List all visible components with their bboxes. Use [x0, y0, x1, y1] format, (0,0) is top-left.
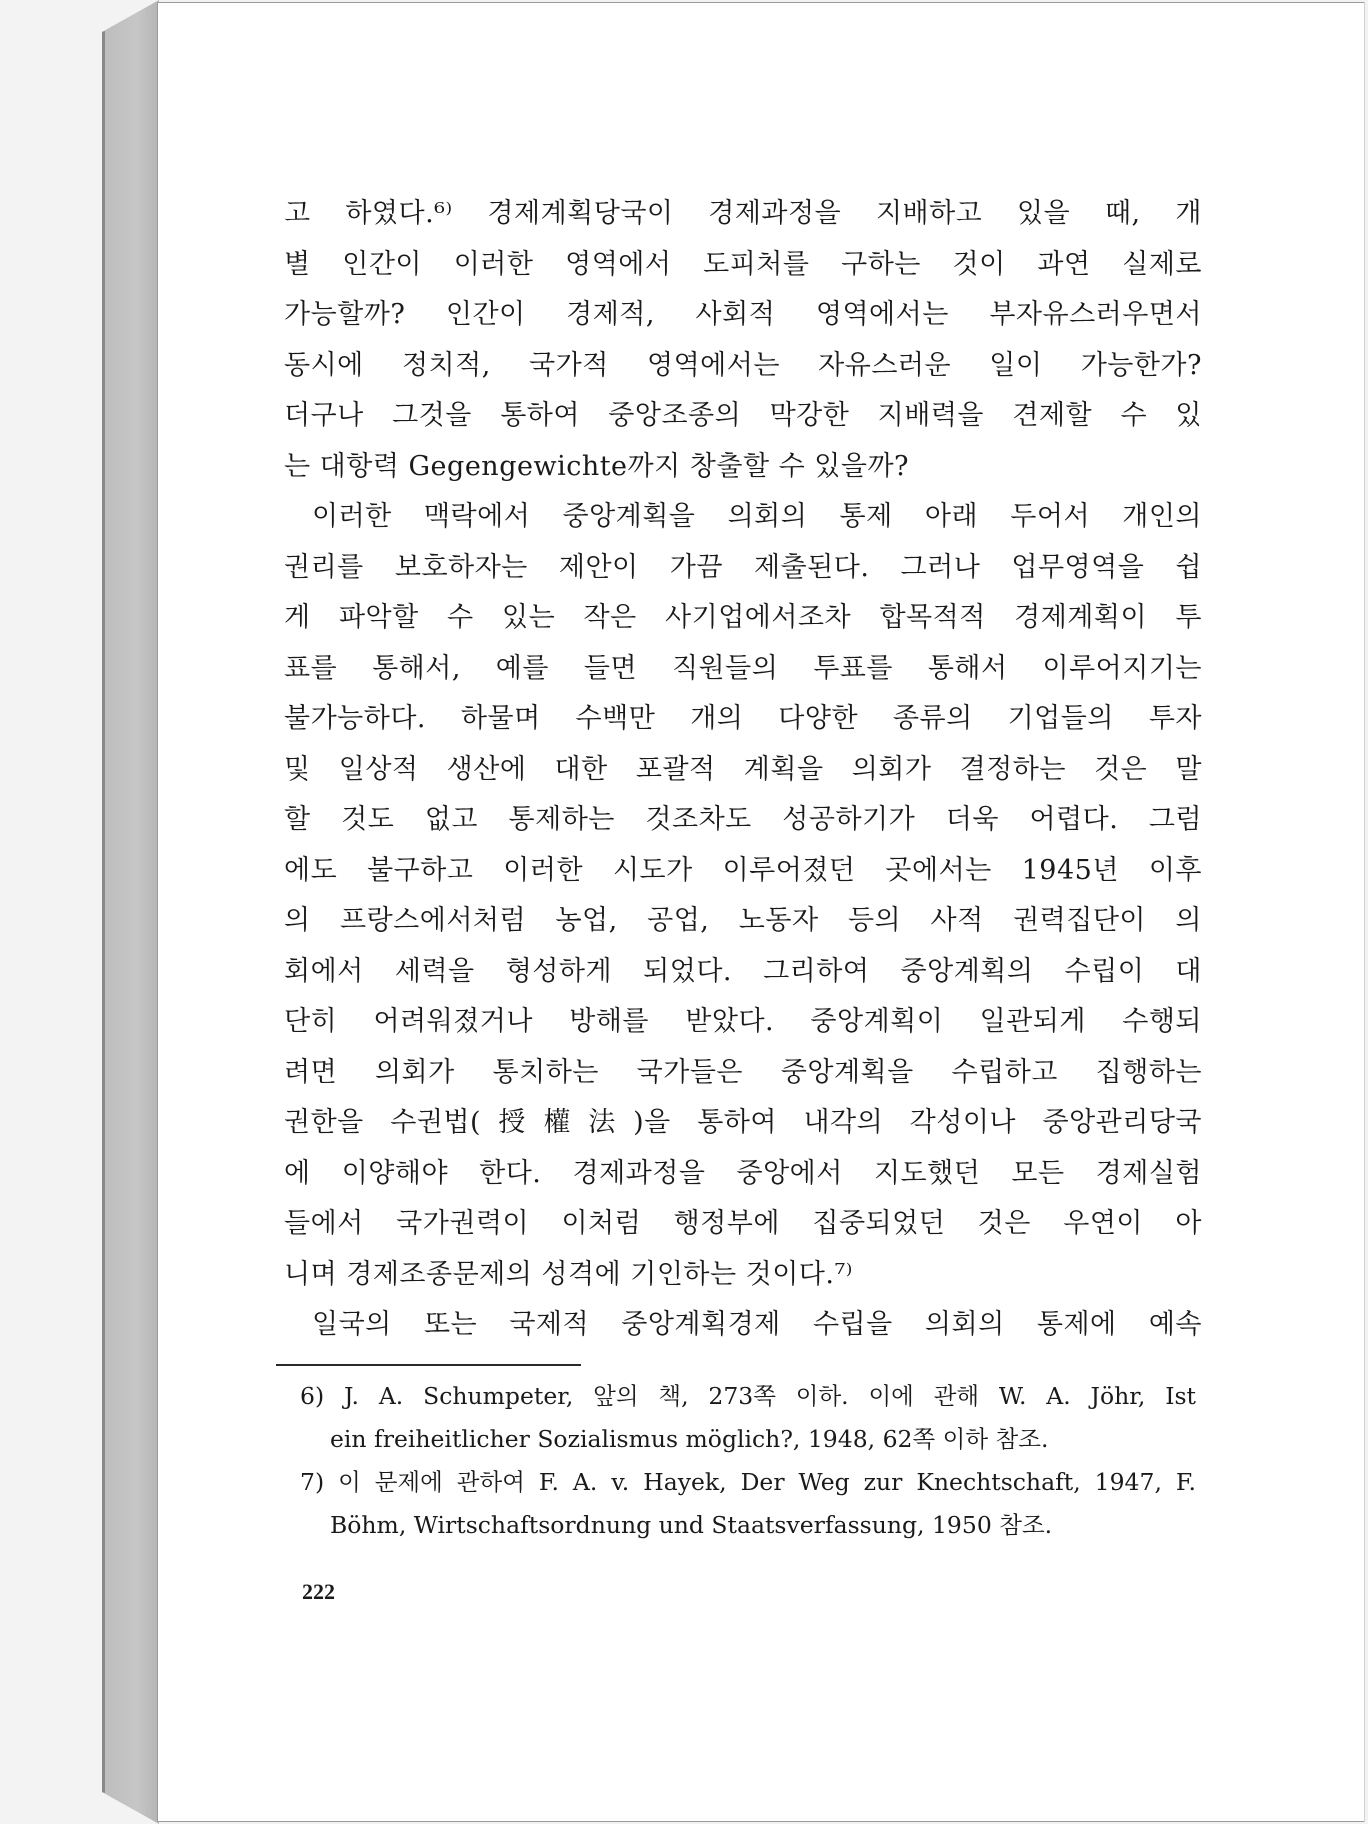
body-line: 니며 경제조종문제의 성격에 기인하는 것이다.⁷⁾ — [284, 1258, 853, 1290]
body-line: 불가능하다. 하물며 수백만 개의 다양한 종류의 기업들의 투자 — [284, 703, 1202, 734]
footnotes — [300, 1375, 1196, 1547]
body-line: 동시에 정치적, 국가적 영역에서는 자유스러운 일이 가능한가? — [284, 349, 1202, 381]
body-line: 는 대항력 Gegengewichte까지 창출할 수 있을까? — [284, 450, 909, 482]
body-line: 에도 불구하고 이러한 시도가 이루어졌던 곳에서는 1945년 이후 — [284, 854, 1202, 886]
book-spine — [102, 0, 159, 1824]
body-line: 게 파악할 수 있는 작은 사기업에서조차 합목적적 경제계획이 투 — [284, 602, 1202, 633]
body-line: 고 하였다.⁶⁾ 경제계획당국이 경제과정을 지배하고 있을 때, 개 — [284, 198, 1202, 229]
footnote-7-line: Böhm, Wirtschaftsordnung und Staatsverfassung, 1950 참조. — [330, 1511, 1053, 1539]
body-line: 할 것도 없고 통제하는 것조차도 성공하기가 더욱 어렵다. 그럼 — [284, 804, 1202, 835]
body-line: 들에서 국가권력이 이처럼 행정부에 집중되었던 것은 우연이 아 — [284, 1208, 1202, 1239]
body-line: 및 일상적 생산에 대한 포괄적 계획을 의회가 결정하는 것은 말 — [284, 753, 1202, 785]
book-page — [157, 2, 1364, 1822]
footnote-7-line: 7) 이 문제에 관하여 F. A. v. Hayek, Der Weg zur Knechtschaft, 1947, F. — [300, 1468, 1196, 1496]
body-line: 단히 어려워졌거나 방해를 받았다. 중앙계획이 일관되게 수행되 — [284, 1006, 1202, 1037]
footnote-6-line: 6) J. A. Schumpeter, 앞의 책, 273쪽 이하. 이에 관해 W. A. Jöhr, Ist — [300, 1382, 1196, 1410]
body-line: 더구나 그것을 통하여 중앙조종의 막강한 지배력을 견제할 수 있 — [284, 400, 1202, 431]
body-line: 권리를 보호하자는 제안이 가끔 제출된다. 그러나 업무영역을 쉽 — [284, 551, 1202, 583]
body-line: 려면 의회가 통치하는 국가들은 중앙계획을 수립하고 집행하는 — [284, 1056, 1202, 1088]
page-number: 222 — [302, 1579, 335, 1604]
footnote-6-line: ein freiheitlicher Sozialismus möglich?, 1948, 62쪽 이하 참조. — [330, 1425, 1049, 1453]
body-line: 에 이양해야 한다. 경제과정을 중앙에서 지도했던 모든 경제실험 — [284, 1157, 1202, 1189]
body-line: 별 인간이 이러한 영역에서 도피처를 구하는 것이 과연 실제로 — [284, 248, 1202, 280]
footnote-divider — [276, 1364, 581, 1366]
body-text — [284, 189, 1202, 1351]
body-line: 의 프랑스에서처럼 농업, 공업, 노동자 등의 사적 권력집단이 의 — [284, 905, 1202, 936]
body-line: 일국의 또는 국제적 중앙계획경제 수립을 의회의 통제에 예속 — [312, 1309, 1202, 1340]
body-line: 가능할까? 인간이 경제적, 사회적 영역에서는 부자유스러우면서 — [284, 299, 1202, 330]
body-line: 권한을 수권법(授權法)을 통하여 내각의 각성이나 중앙관리당국 — [284, 1107, 1202, 1138]
body-line: 회에서 세력을 형성하게 되었다. 그리하여 중앙계획의 수립이 대 — [284, 955, 1202, 987]
body-line: 이러한 맥락에서 중앙계획을 의회의 통제 아래 두어서 개인의 — [312, 501, 1202, 532]
body-line: 표를 통해서, 예를 들면 직원들의 투표를 통해서 이루어지기는 — [284, 652, 1202, 684]
